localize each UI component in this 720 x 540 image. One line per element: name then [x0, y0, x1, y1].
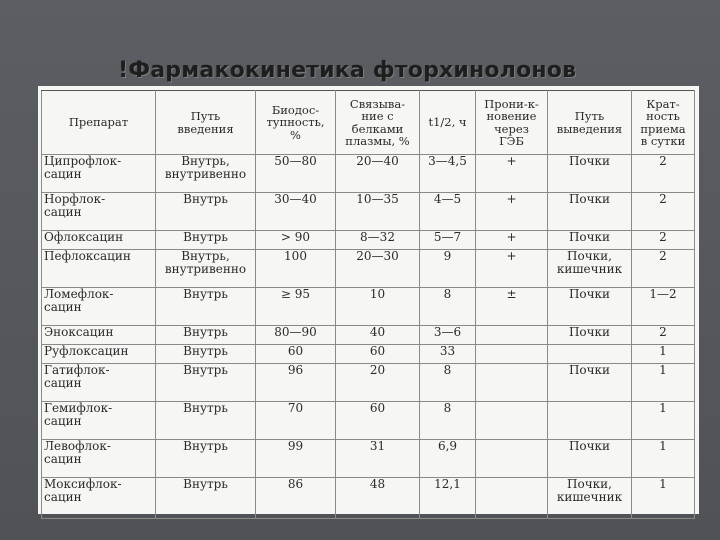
- table-cell: Внутрь: [156, 288, 256, 326]
- table-cell: 30—40: [256, 193, 336, 231]
- drug-name-cell: Ципрофлок- сацин: [42, 155, 156, 193]
- table-cell: Почки: [548, 155, 632, 193]
- table-cell: Почки: [548, 364, 632, 402]
- table-cell: Внутрь: [156, 402, 256, 440]
- table-cell: 8: [420, 288, 476, 326]
- table-body: [42, 155, 695, 519]
- table-cell: 31: [336, 440, 420, 478]
- table-row: [42, 155, 695, 193]
- drug-name-cell: Руфлоксацин: [42, 345, 156, 364]
- table-cell: 1: [632, 478, 695, 519]
- table-cell: 50—80: [256, 155, 336, 193]
- table-cell: 6,9: [420, 440, 476, 478]
- table-cell: 1—2: [632, 288, 695, 326]
- table-row: [42, 250, 695, 288]
- table-cell: 8: [420, 364, 476, 402]
- table-cell: +: [476, 193, 548, 231]
- table-cell: Почки, кишечник: [548, 250, 632, 288]
- table-cell: 3—4,5: [420, 155, 476, 193]
- table-cell: Почки: [548, 193, 632, 231]
- table-cell: 4—5: [420, 193, 476, 231]
- table-cell: Почки: [548, 326, 632, 345]
- table-cell: Внутрь: [156, 345, 256, 364]
- column-header: Биодос- тупность, %: [256, 91, 336, 155]
- table-cell: 40: [336, 326, 420, 345]
- drug-name-cell: Гатифлок- сацин: [42, 364, 156, 402]
- table-cell: 99: [256, 440, 336, 478]
- table-cell: Почки: [548, 440, 632, 478]
- table-cell: [476, 345, 548, 364]
- table-cell: [476, 478, 548, 519]
- table-cell: 8: [420, 402, 476, 440]
- table-cell: 2: [632, 193, 695, 231]
- table-cell: Внутрь, внутривенно: [156, 250, 256, 288]
- table-row: [42, 345, 695, 364]
- table-cell: 86: [256, 478, 336, 519]
- table-cell: 1: [632, 345, 695, 364]
- table-cell: Внутрь: [156, 440, 256, 478]
- drug-name-cell: Левофлок- сацин: [42, 440, 156, 478]
- table-cell: Почки: [548, 288, 632, 326]
- column-header: Крат- ность приема в сутки: [632, 91, 695, 155]
- table-cell: 48: [336, 478, 420, 519]
- table-cell: +: [476, 231, 548, 250]
- drug-name-cell: Норфлок- сацин: [42, 193, 156, 231]
- table-cell: 5—7: [420, 231, 476, 250]
- table-cell: +: [476, 250, 548, 288]
- table-cell: 1: [632, 364, 695, 402]
- table-cell: [476, 364, 548, 402]
- table-cell: 8—32: [336, 231, 420, 250]
- table-header-row: [42, 91, 695, 155]
- column-header: Путь выведения: [548, 91, 632, 155]
- table-cell: 20: [336, 364, 420, 402]
- table-row: [42, 326, 695, 345]
- table-row: [42, 193, 695, 231]
- table-cell: [476, 402, 548, 440]
- drug-name-cell: Эноксацин: [42, 326, 156, 345]
- pharmacokinetics-table: [41, 90, 695, 519]
- column-header: Препарат: [42, 91, 156, 155]
- table-row: [42, 440, 695, 478]
- table-cell: Внутрь: [156, 326, 256, 345]
- table-cell: 96: [256, 364, 336, 402]
- table-cell: ≥ 95: [256, 288, 336, 326]
- table-cell: 20—40: [336, 155, 420, 193]
- table-cell: +: [476, 155, 548, 193]
- table-cell: Внутрь: [156, 231, 256, 250]
- table-cell: [476, 440, 548, 478]
- table-cell: Почки: [548, 231, 632, 250]
- table-cell: [548, 402, 632, 440]
- table-sheet: [38, 86, 699, 514]
- table-cell: 10: [336, 288, 420, 326]
- drug-name-cell: Офлоксацин: [42, 231, 156, 250]
- table-cell: Внутрь, внутривенно: [156, 155, 256, 193]
- table-row: [42, 364, 695, 402]
- table-cell: Внутрь: [156, 364, 256, 402]
- table-cell: 1: [632, 440, 695, 478]
- drug-name-cell: Ломефлок- сацин: [42, 288, 156, 326]
- table-cell: 10—35: [336, 193, 420, 231]
- table-cell: 2: [632, 155, 695, 193]
- table-cell: 3—6: [420, 326, 476, 345]
- column-header: Путь введения: [156, 91, 256, 155]
- column-header: Связыва- ние с белками плазмы, %: [336, 91, 420, 155]
- table-cell: 60: [336, 402, 420, 440]
- table-row: [42, 402, 695, 440]
- table-cell: 9: [420, 250, 476, 288]
- table-cell: 60: [256, 345, 336, 364]
- table-cell: 70: [256, 402, 336, 440]
- table-cell: [476, 326, 548, 345]
- table-cell: 60: [336, 345, 420, 364]
- table-cell: 2: [632, 231, 695, 250]
- table-cell: 100: [256, 250, 336, 288]
- table-row: [42, 478, 695, 519]
- column-header: t1/2, ч: [420, 91, 476, 155]
- table-cell: 2: [632, 326, 695, 345]
- table-cell: > 90: [256, 231, 336, 250]
- table-row: [42, 288, 695, 326]
- table-cell: 1: [632, 402, 695, 440]
- column-header: Прони-к- новение через ГЭБ: [476, 91, 548, 155]
- table-cell: Внутрь: [156, 478, 256, 519]
- table-cell: 80—90: [256, 326, 336, 345]
- table-cell: Почки, кишечник: [548, 478, 632, 519]
- drug-name-cell: Пефлоксацин: [42, 250, 156, 288]
- slide-title: !Фармакокинетика фторхинолонов: [118, 58, 577, 83]
- table-cell: Внутрь: [156, 193, 256, 231]
- table-cell: ±: [476, 288, 548, 326]
- table-cell: 33: [420, 345, 476, 364]
- table-cell: [548, 345, 632, 364]
- table-cell: 2: [632, 250, 695, 288]
- table-cell: 20—30: [336, 250, 420, 288]
- table-row: [42, 231, 695, 250]
- drug-name-cell: Моксифлок- сацин: [42, 478, 156, 519]
- table-cell: 12,1: [420, 478, 476, 519]
- drug-name-cell: Гемифлок- сацин: [42, 402, 156, 440]
